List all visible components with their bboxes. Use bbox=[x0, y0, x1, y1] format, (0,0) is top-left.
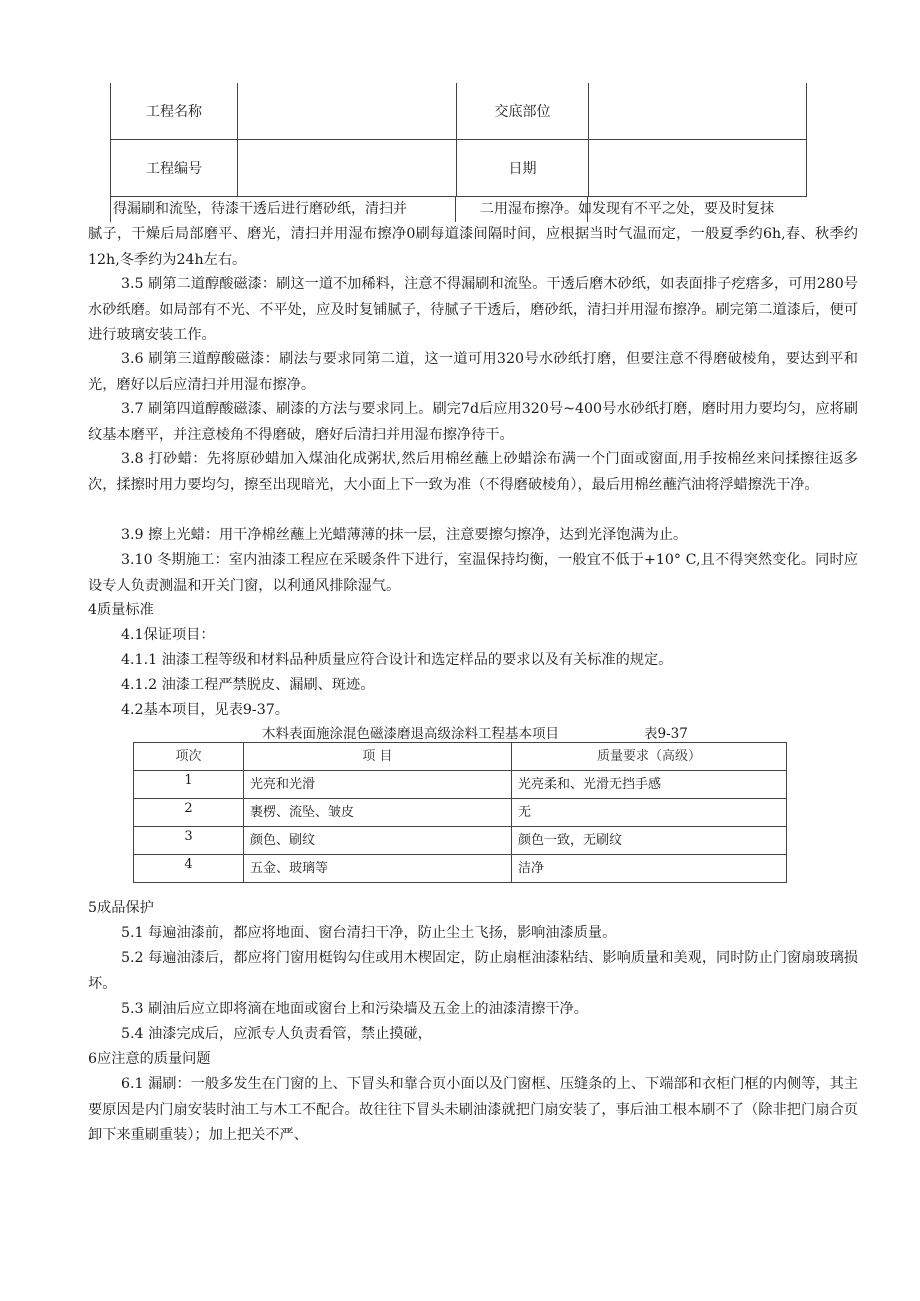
section-5-4: 5.4 油漆完成后，应派专人负责看管，禁止摸碰， bbox=[121, 1026, 432, 1042]
section-3-6: 3.6 刷第三道醇酸磁漆：刷法与要求同第二道，这一道可用320号水砂纸打磨，但要注意不得磨破棱角，要达到平和光，磨好以后应清扫并用湿布擦净。 bbox=[88, 351, 858, 393]
column-header: 项次 bbox=[134, 743, 244, 771]
row-item: 裹楞、流坠、皱皮 bbox=[244, 799, 512, 827]
table-row bbox=[134, 771, 787, 799]
fragment-left: 得漏刷和流坠，待漆干透后进行磨砂纸，清扫并 bbox=[110, 196, 459, 222]
heading-5: 5成品保护 bbox=[88, 900, 154, 916]
row-requirement: 洁净 bbox=[512, 855, 787, 883]
row-index: 4 bbox=[134, 855, 244, 883]
section-4-2: 4.2基本项目，见表9-37。 bbox=[121, 702, 289, 718]
column-header: 质量要求（高级） bbox=[512, 743, 787, 771]
section-3-7: 3.7 刷第四道醇酸磁漆、刷漆的方法与要求同上。刷完7d后应用320号~400号水砂纸打磨，磨时用力要均匀，应将刷纹基本磨平，并注意棱角不得磨破，磨好后清扫并用湿布擦净待干。 bbox=[88, 401, 858, 443]
handover-part-label: 交底部位 bbox=[457, 83, 589, 140]
section-4-1-1: 4.1.1 油漆工程等级和材料品种质量应符合设计和选定样品的要求以及有关标准的规定。 bbox=[121, 652, 673, 668]
row-index: 2 bbox=[134, 799, 244, 827]
section-5-2: 5.2 每遍油漆后，都应将门窗用梃钩勾住或用木楔固定，防止扇框油漆粘结、影响质量和美观，同时防止门窗扇玻璃损坏。 bbox=[88, 950, 858, 992]
date-label: 日期 bbox=[457, 140, 589, 197]
table-row bbox=[134, 827, 787, 855]
section-3-5: 3.5 刷第二道醇酸磁漆：刷这一道不加稀料，注意不得漏刷和流坠。干透后磨木砂纸，如表面排子疙瘩多，可用280号水砂纸磨。如局部有不光、不平处，应及时复铺腻子，待腻子干透后，磨砂纸，清扫并用湿布擦净。刷完第二道漆后，便可进行玻璃安装工作。 bbox=[88, 276, 858, 343]
header-table bbox=[110, 83, 807, 197]
project-name-value bbox=[238, 83, 457, 140]
table-caption: 木料表面施涂混色磁漆磨退高级涂料工程基本项目 bbox=[262, 726, 559, 742]
date-value bbox=[589, 140, 807, 197]
fragment-right: 二用湿布擦净。如发现有不平之处，要及时复抹 bbox=[455, 196, 830, 222]
column-header: 项 目 bbox=[244, 743, 512, 771]
row-index: 3 bbox=[134, 827, 244, 855]
quality-table bbox=[133, 742, 787, 883]
row-item: 五金、玻璃等 bbox=[244, 855, 512, 883]
table-row bbox=[134, 855, 787, 883]
continuation-paragraph: 腻子，干燥后局部磨平、磨光，清扫并用湿布擦净0刷每道漆间隔时间，应根据当时气温而定，一般夏季约6h,春、秋季约12h,冬季约为24h左右。 bbox=[88, 226, 858, 268]
section-3-10: 3.10 冬期施工：室内油漆工程应在采暖条件下进行，室温保持均衡，一般宜不低于+10° C,且不得突然变化。同时应设专人负责测温和开关门窗，以利通风排除湿气。 bbox=[88, 552, 858, 594]
section-5-1: 5.1 每遍油漆前，都应将地面、窗台清扫干净，防止尘土飞扬，影响油漆质量。 bbox=[121, 925, 617, 941]
row-index: 1 bbox=[134, 771, 244, 799]
table-number: 表9-37 bbox=[644, 726, 688, 742]
quality-table-header bbox=[134, 743, 787, 771]
section-3-9: 3.9 擦上光蜡：用干净棉丝蘸上光蜡薄薄的抹一层，注意要擦匀擦净，达到光泽饱满为止。 bbox=[121, 527, 688, 543]
project-no-label: 工程编号 bbox=[111, 140, 238, 197]
section-6-1: 6.1 漏刷：一般多发生在门窗的上、下冒头和靠合页小面以及门窗框、压缝条的上、下端部和衣柜门框的内侧等，其主要原因是内门扇安装时油工与木工不配合。故往往下冒头未刷油漆就把门扇安装了，事后油工根本刷不了（除非把门扇合页卸下来重刷重装）；加上把关不严、 bbox=[88, 1076, 858, 1143]
heading-4: 4质量标准 bbox=[88, 602, 154, 618]
project-no-value bbox=[238, 140, 457, 197]
row-requirement: 颜色一致，无刷纹 bbox=[512, 827, 787, 855]
handover-part-value bbox=[589, 83, 807, 140]
section-3-8: 3.8 打砂蜡：先将原砂蜡加入煤油化成粥状,然后用棉丝蘸上砂蜡涂布满一个门面或窗面,用手按棉丝来问揉擦往返多次，揉擦时用力要均匀，擦至出现暗光，大小面上下一致为准（不得磨破棱角），最后用棉丝蘸汽油将浮蜡擦洗干净。 bbox=[88, 451, 858, 493]
header-row-1 bbox=[111, 83, 807, 140]
row-requirement: 光亮柔和、光滑无挡手感 bbox=[512, 771, 787, 799]
row-requirement: 无 bbox=[512, 799, 787, 827]
section-4-1: 4.1保证项目： bbox=[121, 627, 215, 643]
project-name-label: 工程名称 bbox=[111, 83, 238, 140]
row-item: 光亮和光滑 bbox=[244, 771, 512, 799]
table-row bbox=[134, 799, 787, 827]
header-row-2 bbox=[111, 140, 807, 197]
row-item: 颜色、刷纹 bbox=[244, 827, 512, 855]
section-4-1-2: 4.1.2 油漆工程严禁脱皮、漏刷、斑迹。 bbox=[121, 677, 375, 693]
heading-6: 6应注意的质量问题 bbox=[88, 1051, 211, 1067]
section-5-3: 5.3 刷油后应立即将滴在地面或窗台上和污染墙及五金上的油漆清擦干净。 bbox=[121, 1001, 588, 1017]
